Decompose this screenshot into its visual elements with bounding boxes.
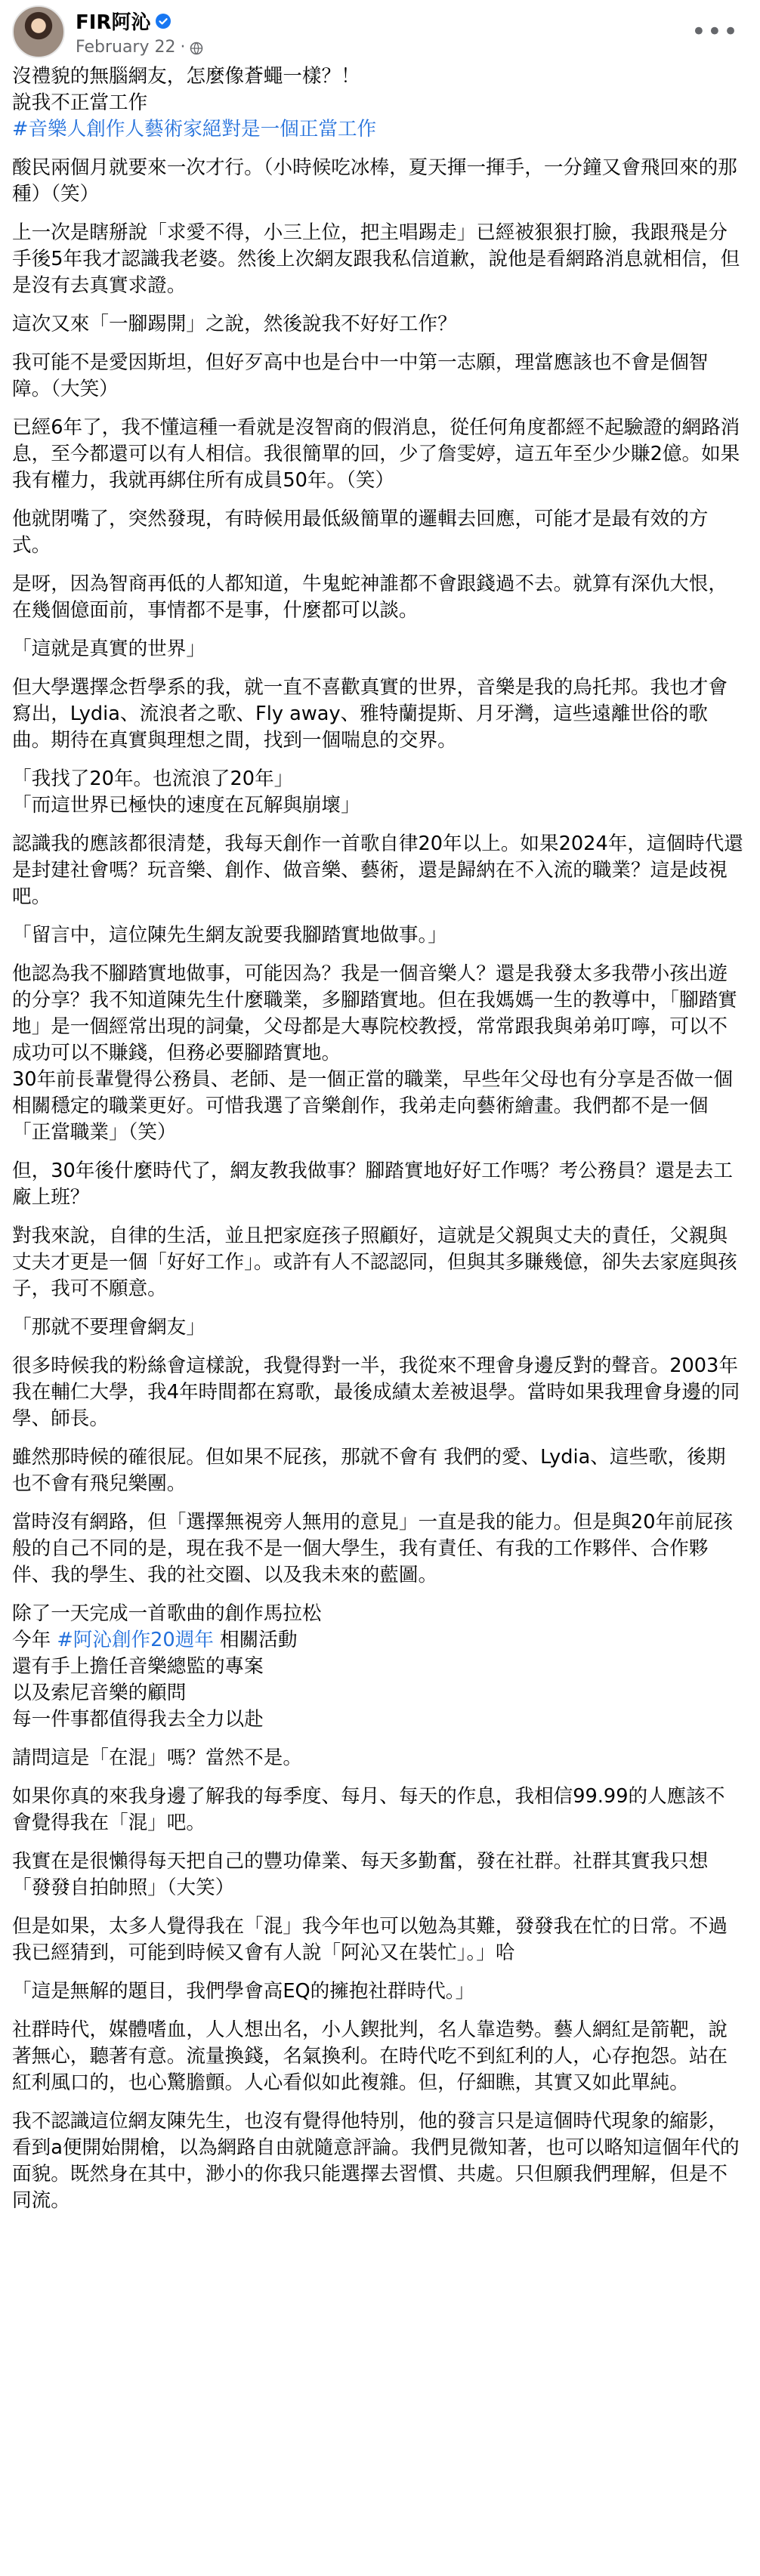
post-meta-row: [76, 38, 203, 57]
paragraph-14: 很多時候我的粉絲會這樣說，我覺得對一半，我從來不理會身邊反對的聲音。2003年我在輔仁大學，我4年時間都在寫歌，最後成績太差被退學。當時如果我理會身邊的同學、師長。: [12, 1354, 740, 1430]
intro-line-1: 沒禮貌的無腦網友，怎麼像蒼蠅一樣？！: [12, 65, 360, 88]
author-name-row: [76, 7, 203, 35]
list-item: 以及索尼音樂的顧問: [12, 1682, 187, 1704]
list-item: 除了一天完成一首歌曲的創作馬拉松: [12, 1602, 322, 1625]
list-item: 每一件事都值得我去全力以赴: [12, 1708, 264, 1731]
post-header: [12, 0, 743, 63]
separator-dot: ·: [180, 38, 186, 57]
author-meta: [76, 7, 203, 57]
hashtag-link-anniversary[interactable]: #阿沁創作20週年: [57, 1629, 214, 1651]
more-options-icon[interactable]: •••: [690, 17, 739, 47]
paragraph-5: 已經6年了，我不懂這種一看就是沒智商的假消息，從任何角度都經不起驗證的網路消息，至今都還可以有人相信。我很簡單的回，少了詹雯婷，這五年至少少賺2億。如果我有權力，我就再綁住所有成員50年。（笑）: [12, 416, 740, 492]
list-item-suffix: 相關活動: [213, 1629, 298, 1651]
paragraph-16: 當時沒有網路，但「選擇無視旁人無用的意見」一直是我的能力。但是與20年前屁孩般的自己不同的是，現在我不是一個大學生，我有責任、有我的工作夥伴、合作夥伴、我的學生、我的社交圈、以及我未來的藍圖。: [12, 1511, 733, 1586]
paragraph-6: 他就閉嘴了，突然發現，有時候用最低級簡單的邏輯去回應，可能才是最有效的方式。: [12, 508, 709, 557]
paragraph-8: 但大學選擇念哲學系的我，就一直不喜歡真實的世界，音樂是我的烏托邦。我也才會寫出，Lydia、流浪者之歌、Fly away、雅特蘭提斯、月牙灣，這些遠離世俗的歌曲。期待在真實與理想之間，找到一個喘息的交界。: [12, 676, 728, 752]
post-body: [12, 63, 743, 2214]
paragraph-22: 我不認識這位網友陳先生，也沒有覺得他特別，他的發言只是這個時代現象的縮影，看到a便開始開槍，以為網路自由就隨意評論。我們見微知著，也可以略知這個年代的面貌。既然身在其中，渺小的你我只能選擇去習慣、共處。只但願我們理解，但是不同流。: [12, 2110, 740, 2212]
author-avatar[interactable]: [12, 5, 65, 58]
author-name[interactable]: FIR阿沁: [76, 11, 151, 34]
hashtag-link[interactable]: #音樂人創作人藝術家絕對是一個正當工作: [12, 118, 377, 141]
paragraph-4: 我可能不是愛因斯坦，但好歹高中也是台中一中第一志願，理當應該也不會是個智障。（大笑）: [12, 351, 709, 400]
intro-line-2: 說我不正當工作: [12, 91, 148, 114]
quote-1: 「這就是真實的世界」: [12, 638, 205, 660]
paragraph-18: 如果你真的來我身邊了解我的每季度、每月、每天的作息，我相信99.99的人應該不會覺得我在「混」吧。: [12, 1785, 725, 1834]
paragraph-11: 30年前長輩覺得公務員、老師、是一個正當的職業，早些年父母也有分享是否做一個相關穩定的職業更好。可惜我選了音樂創作，我弟走向藝術繪畫。我們都不是一個「正當職業」（笑）: [12, 1068, 733, 1144]
paragraph-3: 這次又來「一腳踢開」之說，然後說我不好好工作？: [12, 313, 457, 335]
paragraph-21: 社群時代，媒體嗜血，人人想出名，小人鍥批判，名人靠造勢。藝人網紅是箭靶，說著無心，聽著有意。流量換錢，名氣換利。在時代吃不到紅利的人，心存抱怨。站在紅利風口的，也心驚膽顫。人心看似如此複雜。但，仔細瞧，其實又如此單純。: [12, 2018, 728, 2094]
paragraph-20: 但是如果，太多人覺得我在「混」我今年也可以勉為其難，發發我在忙的日常。不過我已經猜到，可能到時候又會有人說「阿沁又在裝忙」。」哈: [12, 1915, 728, 1964]
quote-2-line-1: 「我找了20年。也流浪了20年」: [12, 768, 294, 790]
quote-4: 「那就不要理會網友」: [12, 1316, 205, 1339]
list-item-prefix: 今年: [12, 1629, 57, 1651]
paragraph-15: 雖然那時候的確很屁。但如果不屁孩，那就不會有 我們的愛、Lydia、這些歌，後期也不會有飛兒樂團。: [12, 1446, 726, 1495]
verified-badge-icon: [155, 13, 171, 29]
paragraph-19: 我實在是很懶得每天把自己的豐功偉業、每天多勤奮，發在社群。社群其實我只想「發發自拍帥照」（大笑）: [12, 1850, 709, 1899]
quote-5: 「這是無解的題目，我們學會高EQ的擁抱社群時代。」: [12, 1980, 475, 2003]
paragraph-9: 認識我的應該都很清楚，我每天創作一首歌自律20年以上。如果2024年，這個時代還是封建社會嗎？玩音樂、創作、做音樂、藝術，還是歸納在不入流的職業？這是歧視吧。: [12, 832, 743, 908]
paragraph-7: 是呀，因為智商再低的人都知道，牛鬼蛇神誰都不會跟錢過不去。就算有深仇大恨，在幾個億面前，事情都不是事，什麼都可以談。: [12, 573, 728, 622]
activity-list: [12, 1601, 743, 1733]
paragraph-10: 他認為我不腳踏實地做事，可能因為？我是一個音樂人？還是我發太多我帶小孩出遊的分享？我不知道陳先生什麼職業，多腳踏實地。但在我媽媽一生的教導中，「腳踏實地」是一個經常出現的詞彙，父母都是大專院校教授，常常跟我與弟弟叮嚀，可以不成功可以不賺錢，但務必要腳踏實地。: [12, 962, 737, 1064]
list-item: 還有手上擔任音樂總監的專案: [12, 1655, 264, 1678]
paragraph-17: 請問這是「在混」嗎？當然不是。: [12, 1747, 302, 1769]
paragraph-2: 上一次是瞎掰說「求愛不得，小三上位，把主唱踢走」已經被狠狠打臉，我跟飛是分手後5年我才認識我老婆。然後上次網友跟我私信道歉，說他是看網路消息就相信，但是沒有去真實求證。: [12, 221, 740, 297]
paragraph-13: 對我來說，自律的生活，並且把家庭孩子照顧好，這就是父親與丈夫的責任，父親與丈夫才更是一個「好好工作」。或許有人不認認同，但與其多賺幾億，卻失去家庭與孩子，我可不願意。: [12, 1225, 737, 1300]
paragraph-1: 酸民兩個月就要來一次才行。（小時候吃冰棒，夏天揮一揮手，一分鐘又會飛回來的那種）（笑）: [12, 156, 737, 205]
quote-3: 「留言中，這位陳先生網友說要我腳踏實地做事。」: [12, 924, 447, 947]
quote-2-line-2: 「而這世界已極快的速度在瓦解與崩壞」: [12, 794, 360, 817]
public-audience-icon[interactable]: [190, 41, 203, 54]
post-date[interactable]: February 22: [76, 38, 176, 57]
paragraph-12: 但，30年後什麼時代了，網友教我做事？腳踏實地好好工作嗎？考公務員？還是去工廠上班？: [12, 1160, 733, 1209]
